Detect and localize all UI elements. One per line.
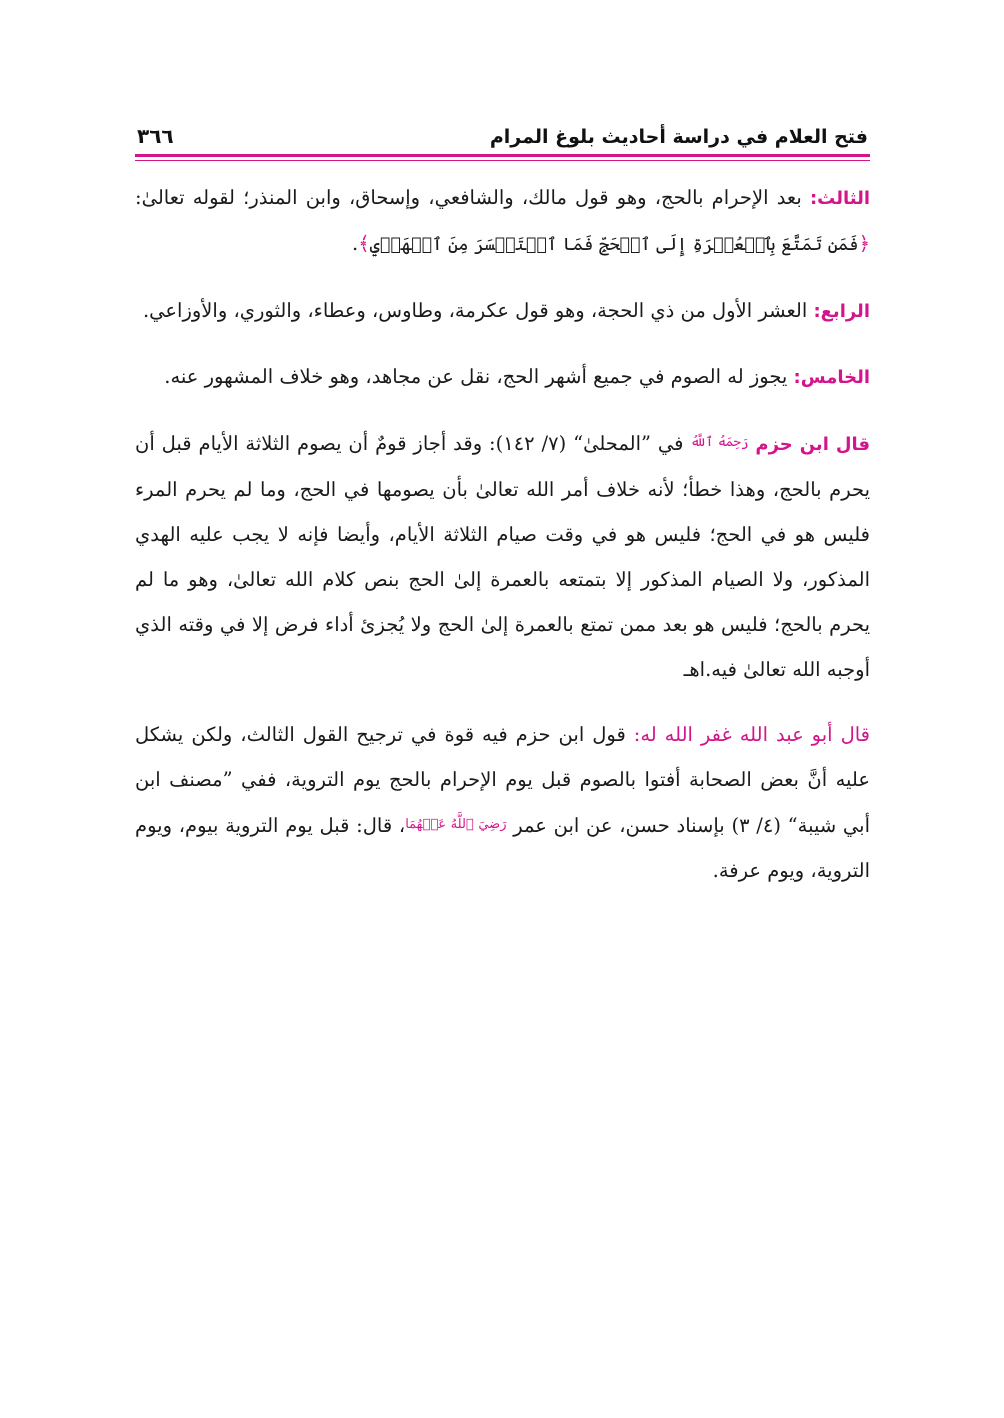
body-text: [135, 175, 870, 893]
label-third: الثالث:: [809, 188, 870, 209]
paragraph-fourth-opinion: [135, 288, 870, 334]
quran-verse: فَمَن تَمَتَّعَ بِٱلۡعُمۡرَةِ إِلَى ٱلۡحَجِّ فَمَا ٱسۡتَيۡسَرَ مِنَ ٱلۡهَدۡيِ: [369, 235, 859, 255]
paragraph-text: يجوز له الصوم في جميع أشهر الحج، نقل عن مجاهد، وهو خلاف المشهور عنه.: [164, 365, 794, 388]
paragraph-text: العشر الأول من ذي الحجة، وهو قول عكرمة، وطاوس، وعطاء، والثوري، والأوزاعي.: [142, 299, 814, 322]
paragraph-fifth-opinion: [135, 354, 870, 400]
label-fifth: الخامس:: [793, 367, 870, 388]
book-title: فتح العلام في دراسة أحاديث بلوغ المرام: [489, 126, 868, 148]
honorific: رَحِمَهُ ٱللَّهُ: [690, 435, 749, 450]
page: [135, 112, 870, 893]
paragraph-end: .: [352, 232, 359, 255]
header-rule-thin: [135, 160, 870, 161]
label-fourth: الرابع:: [813, 301, 870, 322]
paragraph-text: في ”المحلىٰ“ (٧/ ١٤٢): وقد أجاز قومٌ أن يصوم الثلاثة الأيام قبل أن يحرم بالحج، وهذا خطأ؛ لأنه خلاف أمر الله تعالىٰ بأن يصومها في الحج، وما لم يحرم المرء فليس هو في الحج؛ فليس هو في وقت صيام الثلاثة الأيام، وأيضا فإنه لا يجب عليه الهدي المذكور، ولا الصيام المذكور إلا بتمتعه بالعمرة إلىٰ الحج بنص كلام الله تعالىٰ، وهو ما لم يحرم بالحج؛ فليس هو بعد ممن تمتع بالعمرة إلىٰ الحج ولا يُجزئ أداء فرض إلا في وقته الذي أوجبه الله تعالىٰ فيه.اهـ: [135, 432, 870, 681]
page-number: ٣٦٦: [137, 124, 174, 148]
honorific: رَضِيَ ٱللَّهُ عَنۡهُمَا: [405, 817, 507, 832]
paragraph-text: قول ابن حزم فيه قوة في ترجيح القول الثالث، ولكن يشكل عليه أنَّ بعض الصحابة أفتوا بالصوم قبل يوم الإحرام بالحج يوم التروية، ففي ”مصنف ابن أبي شيبة“ (٤/ ٣) بإسناد حسن، عن ابن عمر: [135, 723, 870, 837]
paragraph-ibn-hazm: [135, 420, 870, 692]
paragraph-text-end: ، قال: قبل يوم التروية بيوم، ويوم التروية، ويوم عرفة.: [135, 814, 870, 882]
label-author: قال أبو عبد الله غفر الله له:: [633, 723, 871, 746]
paragraph-text: بعد الإحرام بالحج، وهو قول مالك، والشافعي، وإسحاق، وابن المنذر؛ لقوله تعالىٰ:: [135, 186, 810, 209]
running-header: [135, 112, 870, 148]
quran-bracket-close: ﴾: [358, 232, 370, 255]
paragraph-author-comment: [135, 712, 870, 893]
label-ibn-hazm: قال ابن حزم: [755, 434, 870, 455]
header-rule-thick: [135, 154, 870, 157]
quran-bracket-open: ﴿: [858, 232, 870, 255]
paragraph-third-opinion: [135, 175, 870, 268]
